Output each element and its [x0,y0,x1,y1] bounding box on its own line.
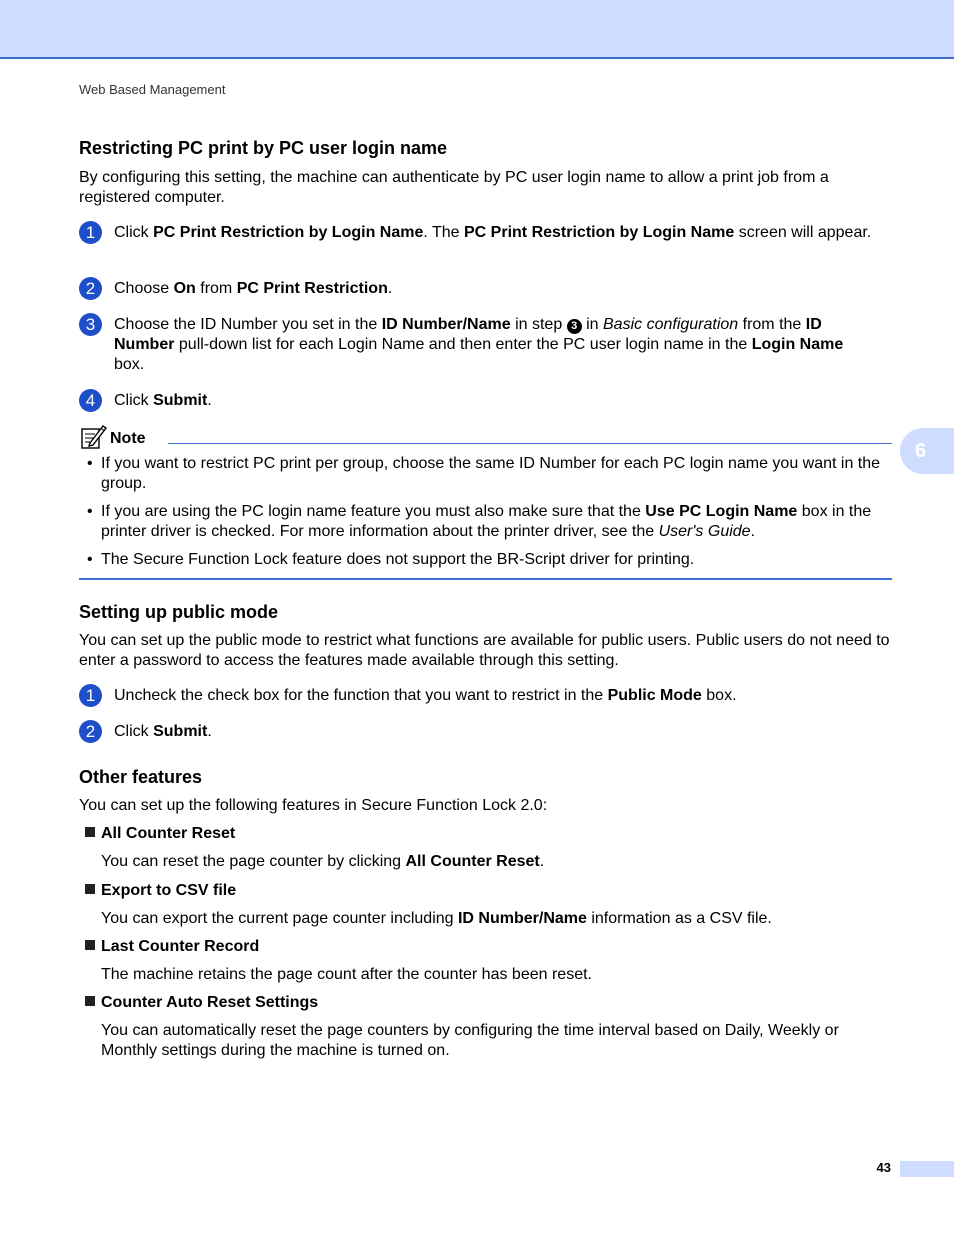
step-number-badge: 2 [79,720,102,743]
section-title-login-name: Restricting PC print by PC user login name [79,138,448,158]
note-header [79,424,892,448]
step-text: Click PC Print Restriction by Login Name. The PC Print Restriction by Login Name screen will appear. [114,224,872,241]
note-end-divider [79,578,892,580]
section3-intro: You can set up the following features in Secure Function Lock 2.0: [79,797,548,814]
step-number-badge: 4 [79,389,102,412]
feature-body: You can export the current page counter including ID Number/Name information as a CSV file. [101,910,772,927]
bullet: • [87,551,93,568]
feature-title: Export to CSV file [85,881,236,901]
step-text: Choose On from PC Print Restriction. [114,280,393,297]
feature-title: All Counter Reset [85,824,235,844]
feature-body: You can reset the page counter by clicking All Counter Reset. [101,853,545,870]
note-item-text: The Secure Function Lock feature does not support the BR-Script driver for printing. [101,551,695,568]
step-text: Choose the ID Number you set in the ID Number/Name in step 3 in Basic configuration from the ID Number pull-down list for each Login Name and then enter the PC user login name in the Login Name box. [114,316,844,373]
section2-intro: You can set up the public mode to restrict what functions are available for public users. Public users do not need to enter a password to access the features made available through this setting. [79,632,890,669]
feature-title: Counter Auto Reset Settings [85,993,318,1013]
section-title-other-features: Other features [79,767,203,787]
bullet: • [87,503,93,520]
step-number-badge: 3 [79,313,102,336]
step-number-badge: 1 [79,221,102,244]
note-item-text: If you want to restrict PC print per group, choose the same ID Number for each PC login name you want in the group. [101,455,881,492]
square-bullet-icon [85,827,95,837]
note-label: Note [110,430,146,447]
feature-title: Last Counter Record [85,937,259,957]
section-title-public-mode: Setting up public mode [79,602,278,622]
chapter-tab: 6 [900,428,954,474]
header-band [0,0,954,59]
square-bullet-icon [85,884,95,894]
note-divider [168,443,892,444]
bullet: • [87,455,93,472]
feature-body: The machine retains the page count after the counter has been reset. [101,966,592,983]
step-text: Click Submit. [114,723,212,740]
step-number-badge: 2 [79,277,102,300]
step-reference-icon: 3 [567,319,582,334]
page-number: 43 [876,1160,891,1175]
note-pencil-icon [80,424,108,450]
square-bullet-icon [85,996,95,1006]
step-text: Click Submit. [114,392,212,409]
step-text: Uncheck the check box for the function that you want to restrict in the Public Mode box. [114,687,737,704]
footer-band [900,1161,954,1177]
feature-body: You can automatically reset the page counters by configuring the time interval based on Daily, Weekly or Monthly settings during the machine is turned on. [101,1022,839,1059]
square-bullet-icon [85,940,95,950]
step-number-badge: 1 [79,684,102,707]
note-item-text: If you are using the PC login name feature you must also make sure that the Use PC Login Name box in the printer driver is checked. For more information about the printer driver, see the User's Guide. [101,503,872,540]
running-head: Web Based Management [79,82,226,97]
section1-intro: By configuring this setting, the machine can authenticate by PC user login name to allow a print job from a registered computer. [79,169,829,206]
